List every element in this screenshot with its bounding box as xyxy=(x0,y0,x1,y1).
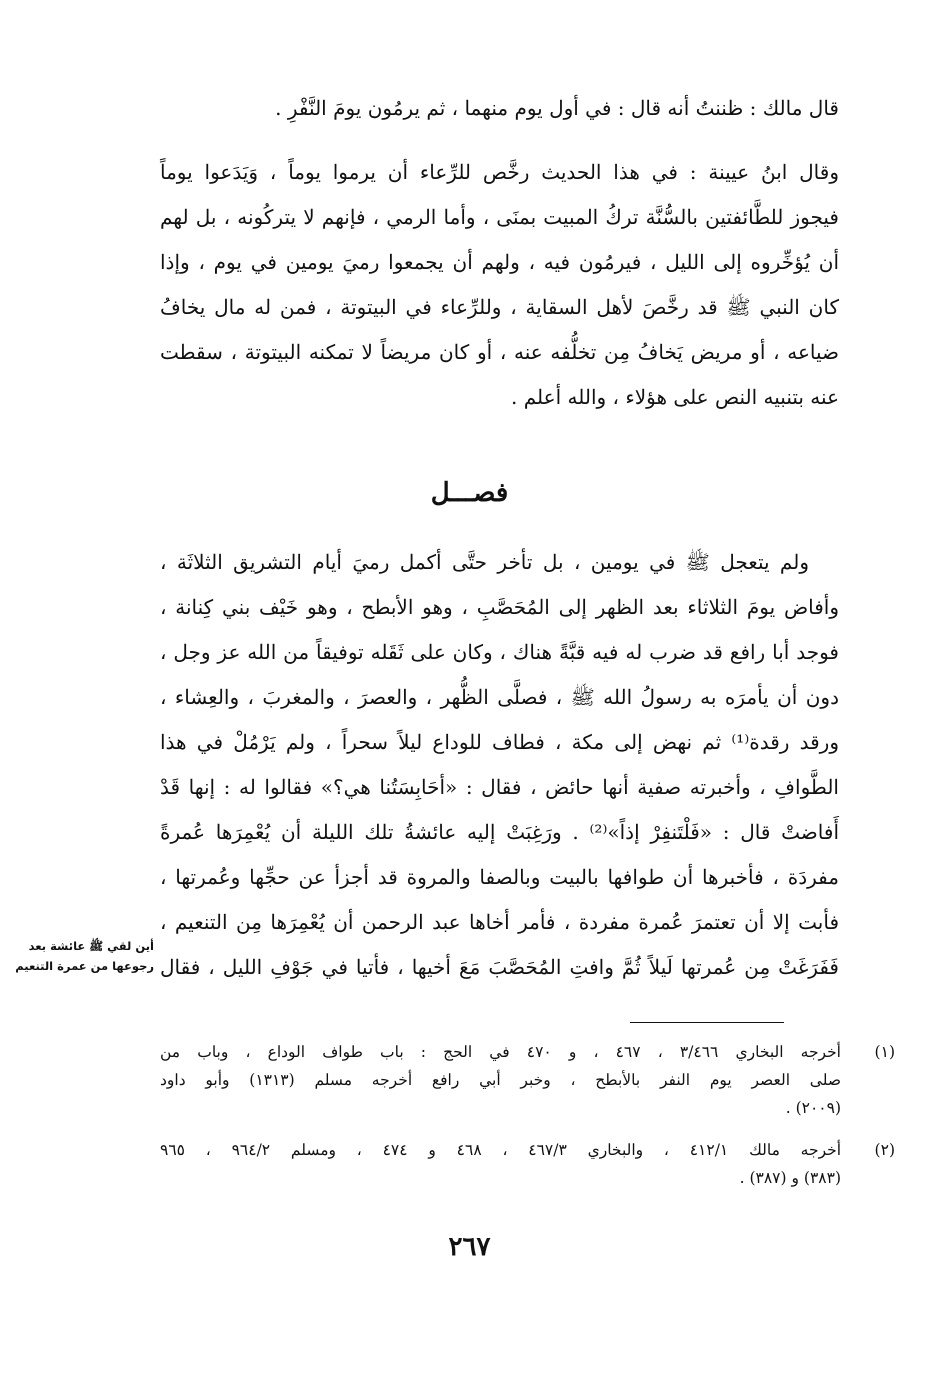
margin-note-line-2: رجوعها من عمرة التنعيم xyxy=(15,959,154,973)
footnote-1-line-2: صلى العصر يوم النفر بالأبطح ، وخبر أبي رافع أخرجه مسلم (١٣١٣) وأبو داود xyxy=(160,1071,841,1089)
intro-line-3: فيجوز للطَّائفتين بالسُّنَّة تركُ المبيت بمنَى ، وأما الرمي ، فإنهم لا يتركُونه ، بل لهم xyxy=(160,205,839,229)
section-line-1: ولم يتعجل ﷺ في يومين ، بل تأخر حتَّى أكمل رميَ أيام التشريق الثلاثَة ، xyxy=(160,550,809,574)
margin-note xyxy=(4,936,154,976)
section-line-8: مفردَة ، فأخبرها أن طوافها بالبيت وبالصفا والمروة قد أجزأ عن حجِّها وعُمرتها ، xyxy=(160,865,839,889)
margin-note-line-1: أين لقي ﷺ عائشة بعد xyxy=(28,939,154,953)
intro-line-2: وقال ابنُ عيينة : في هذا الحديث رخَّص للرِّعاء أن يرموا يوماً ، وَيَدَعوا يوماً xyxy=(160,160,839,184)
footnote-1 xyxy=(160,1038,895,1122)
page-number: ٢٦٧ xyxy=(448,1232,491,1262)
footnote-1-line-1: أخرجه البخاري ٣/٤٦٦ ، ٤٦٧ ، و ٤٧٠ في الحج : باب طواف الوداع ، وباب من xyxy=(160,1043,841,1061)
footnote-divider xyxy=(630,1022,784,1023)
footnote-1-number: (١) xyxy=(874,1043,895,1061)
intro-line-5: كان النبي ﷺ قد رخَّصَ لأهل السقاية ، وللرِّعاء في البيتوتة ، فمن له مال يخافُ xyxy=(160,295,839,319)
intro-line-4: أن يُؤخِّروه إلى الليل ، فيرمُون فيه ، ولهم أن يجمعوا رميَ يومين في يوم ، وإذا xyxy=(160,250,839,274)
intro-line-6: ضياعه ، أو مريض يَخافُ مِن تخلُّفه عنه ، أو كان مريضاً لا تمكنه البيتوتة ، سقطت xyxy=(160,340,839,364)
intro-line-7: عنه بتنبيه النص على هؤلاء ، والله أعلم . xyxy=(511,385,839,409)
section-line-7: أَفاضتْ قال : «فَلْتَنفِرْ إذاً»⁽²⁾ . ورَغِبَتْ إليه عائشةُ تلك الليلة أن يُعْمِرَها عُمرةً xyxy=(160,820,840,844)
footnote-2 xyxy=(160,1136,895,1192)
footnote-1-line-3: (٢٠٠٩) . xyxy=(785,1099,841,1117)
section-line-10: فَفَرَغَتْ مِن عُمرتها لَيلاً ثُمَّ وافتِ المُحَصَّبَ مَعَ أخيها ، فأتيا في جَوْفِ الليل ، فقال xyxy=(160,955,839,979)
section-line-9: فأبت إلا أن تعتمرَ عُمرة مفردة ، فأمر أخاها عبد الرحمن أن يُعْمِرَها مِن التنعيم ، xyxy=(160,910,839,934)
intro-line-1: قال مالك : ظننتُ أنه قال : في أول يوم منهما ، ثم يرمُون يومَ النَّفْرِ . xyxy=(275,96,839,120)
footnote-2-number: (٢) xyxy=(874,1141,895,1159)
footnote-2-line-1: أخرجه مالك ٤١٢/١ ، والبخاري ٤٦٧/٣ ، ٤٦٨ و ٤٧٤ ، ومسلم ٩٦٤/٢ ، ٩٦٥ xyxy=(160,1141,842,1159)
section-line-5: ورقد رقدة⁽¹⁾ ثم نهض إلى مكة ، فطاف للوداع ليلاً سحراً ، ولم يَرْمُلْ في هذا xyxy=(160,730,839,754)
section-line-3: فوجد أبا رافع قد ضرب له فيه قبَّةً هناك ، وكان على ثَقَله توفيقاً من الله عز وجل ، xyxy=(160,640,839,664)
footnote-2-line-2: (٣٨٣) و (٣٨٧) . xyxy=(739,1169,841,1187)
section-line-2: وأفاض يومَ الثلاثاء بعد الظهر إلى المُحَصَّبِ ، وهو الأبطح ، وهو خَيْف بني كِنانة ، xyxy=(160,595,839,619)
section-line-6: الطَّوافِ ، وأخبرته صفية أنها حائض ، فقال : «أحَابِسَتُنا هي؟» فقالوا له : إنها قَدْ xyxy=(160,775,839,799)
section-heading: فصـــل xyxy=(430,478,509,508)
section-line-4: دون أن يأمرَه به رسولُ الله ﷺ ، فصلَّى الظُّهر ، والعصرَ ، والمغربَ ، والعِشاء ، xyxy=(160,685,839,709)
